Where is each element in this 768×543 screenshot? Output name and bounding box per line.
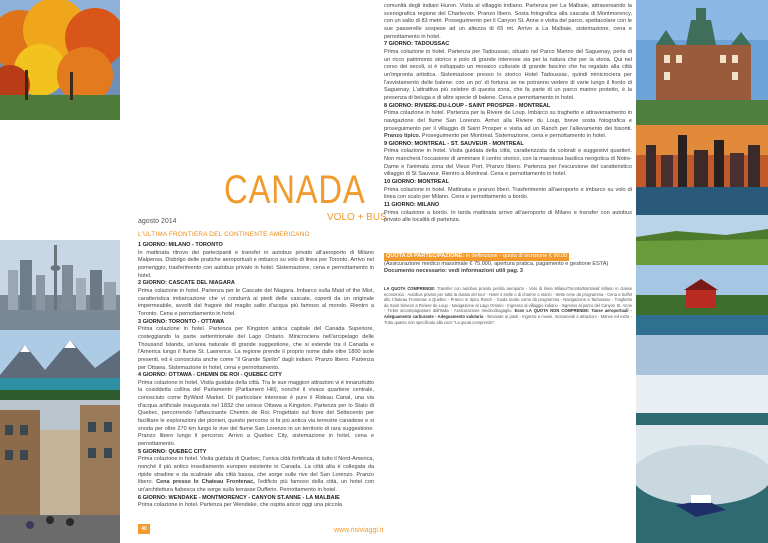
insurance-note: (Assicurazione medico massimale € 75.000, apertura pratica, pagamento e gestione ESTA) [384, 260, 609, 267]
included-services [384, 286, 632, 325]
included-text: Transfer con autobus privato per/da aeroporto - Volo di linea Milano/Toronto/Montreal/ Milano in classe economica - Autobus privato per tutta la durata del tour - Hotel 4 stelle o di charme o storici - Sette cene da programma - Cena a buffet allo Chateau Frontenac a Quebec - Pranzo in tipico Ranch - Guida locale come da programma - Navigazione a Tadoussac - Traghetto da Saint Simeon a Riviere du Loup - Navigazione al Lago Ontario - Ingresso al villaggio indiano - Ingresso al parco del Canyon St. Anne - Ticket accompagnatore dall'Italia - Assicurazione medico/bagaglio. [384, 286, 632, 314]
old-town-street-photo [0, 400, 120, 543]
price-label: QUOTA DI PARTECIPAZIONE: [386, 253, 465, 259]
season-date: agosto 2014 [138, 218, 177, 225]
day-text-part: Prima colazione in hotel. Visita guidata di Quebec, l'unica città fortificata di tutto il Nord-America, nonché il più antico insediamento europeo esistente in Canada. La città alta è collegata da ripide stradine e da scalinate alla città bassa, che sorge sulle rive del San Lorenzo. Pranzo libero. [138, 456, 374, 486]
left-photo-strip [0, 0, 120, 543]
mountain-lake-photo [0, 330, 120, 400]
day-text: In mattinata ritrovo dei partecipanti e transfer in autobus privato all'aeroporto di Milano Malpensa. Disbrigo delle pratiche aeroportuali e imbarco su volo di linea per Toronto. Arrivo nel pomeriggio, trasferimento con autobus privato in hotel. Sistemazione, cena e pernottamento in hotel. [138, 249, 374, 279]
day-text: Prima colazione in hotel. Partenza per le Cascate del Niagara. Imbarco sulla Maid of the Mist, caratteristica imbarcazione che vi condurrà ai piedi delle cascate, coperti da un originale impermeabile, avvolti dal fragore del maglio salto d'acqua più famoso al mondo. Rientro a Toronto. Cena e pernottamento in hotel. [138, 287, 374, 317]
day-heading: 1 GIORNO: MILANO - TORONTO [138, 242, 223, 248]
price-badge [384, 253, 569, 261]
price-detail: in definizione - quota di iscrizione € 90.00 [464, 253, 568, 259]
page-subtitle: L'ULTIMA FRONTIERA DEL CONTINENTE AMERICANO [138, 231, 310, 238]
day-text: Prima colazione in hotel. Visita guidata della città, caratterizzata da colorati e suggestivi quartieri. Non mancherà l'occasione di ammirare il centro storico, con la maestosa basilica neogotica di Notre-Dame e l'animata zona del Vieux Port. Pranzo libero. Partenza per l'escursione del caratteristico villaggio di St Sauveur. Rientro a Montreal. Cena e pernottamento in hotel. [384, 148, 632, 178]
day-heading: 9 GIORNO: MONTREAL - ST. SAUVEUR - MONTREAL [384, 140, 524, 147]
excluded-text: - Bevande ai pasti - Ingressi a musei, monumenti e attrazioni - Mance ed extra - Tutto quanto non specificato alla voce "La quota comprende". [384, 313, 632, 325]
included-label: LA QUOTA COMPRENDE: [384, 286, 436, 291]
countryside-photo [636, 215, 768, 265]
lakeside-house-photo [636, 265, 768, 335]
toronto-skyline-photo [0, 240, 120, 330]
page-title: CANADA [224, 168, 366, 212]
day-heading: 11 GIORNO: MILANO [384, 202, 440, 209]
day-heading: 3 GIORNO: TORONTO - OTTAWA [138, 318, 225, 325]
price-line [384, 253, 632, 261]
day-text: comunità degli indiani Huron. Visita al villaggio indiano. Partenza per La Malbaie, attraversando la scenografica regione del Charlevoix. Pranzo libero. Sosta fotografica alla cascata di Montmorency, con un salto di 83 metri. Proseguimento per il Canyon St. Anne e visita del parco, spettacolare con le sue passerelle sospese ad un altezza di 65 mt. Arrivo a La Malbaie, sistemazione, cena e pernottamento in hotel. [384, 3, 632, 40]
day-text: Prima colazione in hotel. Partenza per Kingston antica capitale del Canada Superiore, costeggiando la parte settentrionale del Lago Ontario. Minicrociera nell'arcipelago delle Thousand Islands, un'area naturale di grande suggestione, che si estende tra il Canada e l'America lungo il fiume St. Lawrence. La regione prende il proprio nome dalle oltre 1800 isole presenti, ed è conosciuta anche come "il Grande Spirito" dagli indiani. Pranzo libero. Partenza per Ottawa. Sistemazione in hotel, cena e pernottamento. [138, 326, 374, 371]
transport-label: VOLO + BUS [327, 212, 387, 223]
montreal-skyline-photo [636, 125, 768, 215]
day-text: Prima colazione in hotel. Partenza per Tadoussac, situato nel Parco Marino del Saguenay, perla di un ricco patrimonio storico e polo di grande interesse sia per la natura che per la storia. Qui nel corso dei secoli, si è sviluppato un mosaico culturale di grande fascino che ha regalato alla città un'impronta artistica. Sistemazione presso lo storico Hotel Tadoussac, quindi minicrociera per l'avvistamento delle balene: con un po' di fortuna se ne potranno vedere di varie lungo il fiordo di Saguenay. L'attrattiva più celebre di questa zona, che fa parte di un parco marino protetto, è la presenza di beluga e di altre specie di balene. Cena e pernottamento in hotel. [384, 48, 632, 101]
day-text [138, 456, 374, 494]
itinerary-column-2 [384, 3, 632, 225]
document-note: Documento necessario: vedi informazioni utili pag. 3 [384, 268, 524, 275]
excluded-label: Esse LA QUOTA NON COMPRENDE: Tasse aeroportuali - Adeguamento carburante - Adeguamento valutario [384, 308, 632, 319]
itinerary-column-1 [138, 242, 374, 510]
autumn-foliage-photo [0, 0, 120, 120]
day-heading: 6 GIORNO: WENDAKE - MONTMORENCY - CANYON ST.ANNE - LA MALBAIE [138, 494, 340, 501]
day-heading: 7 GIORNO: TADOUSSAC [384, 41, 450, 48]
day-heading: 8 GIORNO: RIVIERE-DU-LOUP - SAINT PROSPER - MONTREAL [384, 102, 551, 109]
day-text-part: Proseguimento per Montreal. Sistemazione, cena e pernottamento in hotel. [420, 133, 607, 140]
day-heading: 4 GIORNO: OTTAWA - CHEMIN DE ROI - QUEBEC CITY [138, 372, 282, 379]
chateau-frontenac-photo [636, 0, 768, 125]
day-text-part: Prima colazione in hotel. Partenza per la Rivere de Loup. Imbarco su traghetto e attraversamento in navigazione del fiume San Lorenzo. Arrivo alla Riviere du Loup, breve sosta fotografica e proseguimento per il villaggio di Saint Prosper e visita ad un Ranch per l'allevamento dei bisonti. [384, 110, 632, 132]
right-photo-strip [636, 0, 768, 543]
price-section [384, 253, 632, 276]
day-text: Prima colazione in hotel. Visita guidata della città. Tra le sue maggiori attrazioni vi è innanzitutto la cosiddetta collina del Parlamento (Parliament Hill), nonché il vivace quartiere centrale, conosciuto come ByWard Market. Di particolare interesse è pure il Rideau Canal, una via d'acqua artificiale inaugurata nel 1832 che unisce Ottawa a Kingston. Partenza per lo Stato di Quebec, percorrendo l'affascinante Chemin de Roi. Progettato sul finire del Settecento per facilitare le esplorazioni dei pionieri, questo percorso si fa più antica via terrestre canadese e si snoda per oltre 270 km lungo le rive del fiume San Lorenzo in un territorio di rara suggestione. Pranzo libero lungo il percorso. Arrivo a Quebec City, sistemazione in hotel, cena e pernottamento. [138, 379, 374, 448]
day-heading: 5 GIORNO: QUEBEC CITY [138, 448, 207, 455]
day-text: Prima colazione a bordo. In tarda mattinata arrivo all'aeroporto di Milano e transfer con autobus privato alle località di partenza. [384, 209, 632, 224]
day-heading: 10 GIORNO: MONTREAL [384, 179, 450, 186]
day-text [384, 110, 632, 141]
website-link[interactable]: www.risiviaggi.it [334, 527, 384, 534]
day-text: Prima colazione in hotel. Mattinata e pranzo liberi. Trasferimento all'aeroporto e imbarco su volo di linea con scalo per Milano. Cena e pernottamento a bordo. [384, 186, 632, 201]
day-text-part: l'edificio più famoso della città, un hotel con un'architettura fiabesca che sorge sulla terrasse Dufferin. Pernottamento in hotel. [138, 479, 374, 493]
day-text: Prima colazione in hotel. Partenza per Wendake, che ospita ancor oggi una piccola [138, 502, 343, 509]
page-number: 40 [138, 524, 150, 534]
niagara-falls-photo [636, 335, 768, 543]
day-text-bold: Cena presso lo Chateau Frontenac, [156, 479, 255, 486]
day-text-bold: Pranzo tipico. [384, 133, 421, 140]
day-heading: 2 GIORNO: CASCATE DEL NIAGARA [138, 280, 235, 287]
